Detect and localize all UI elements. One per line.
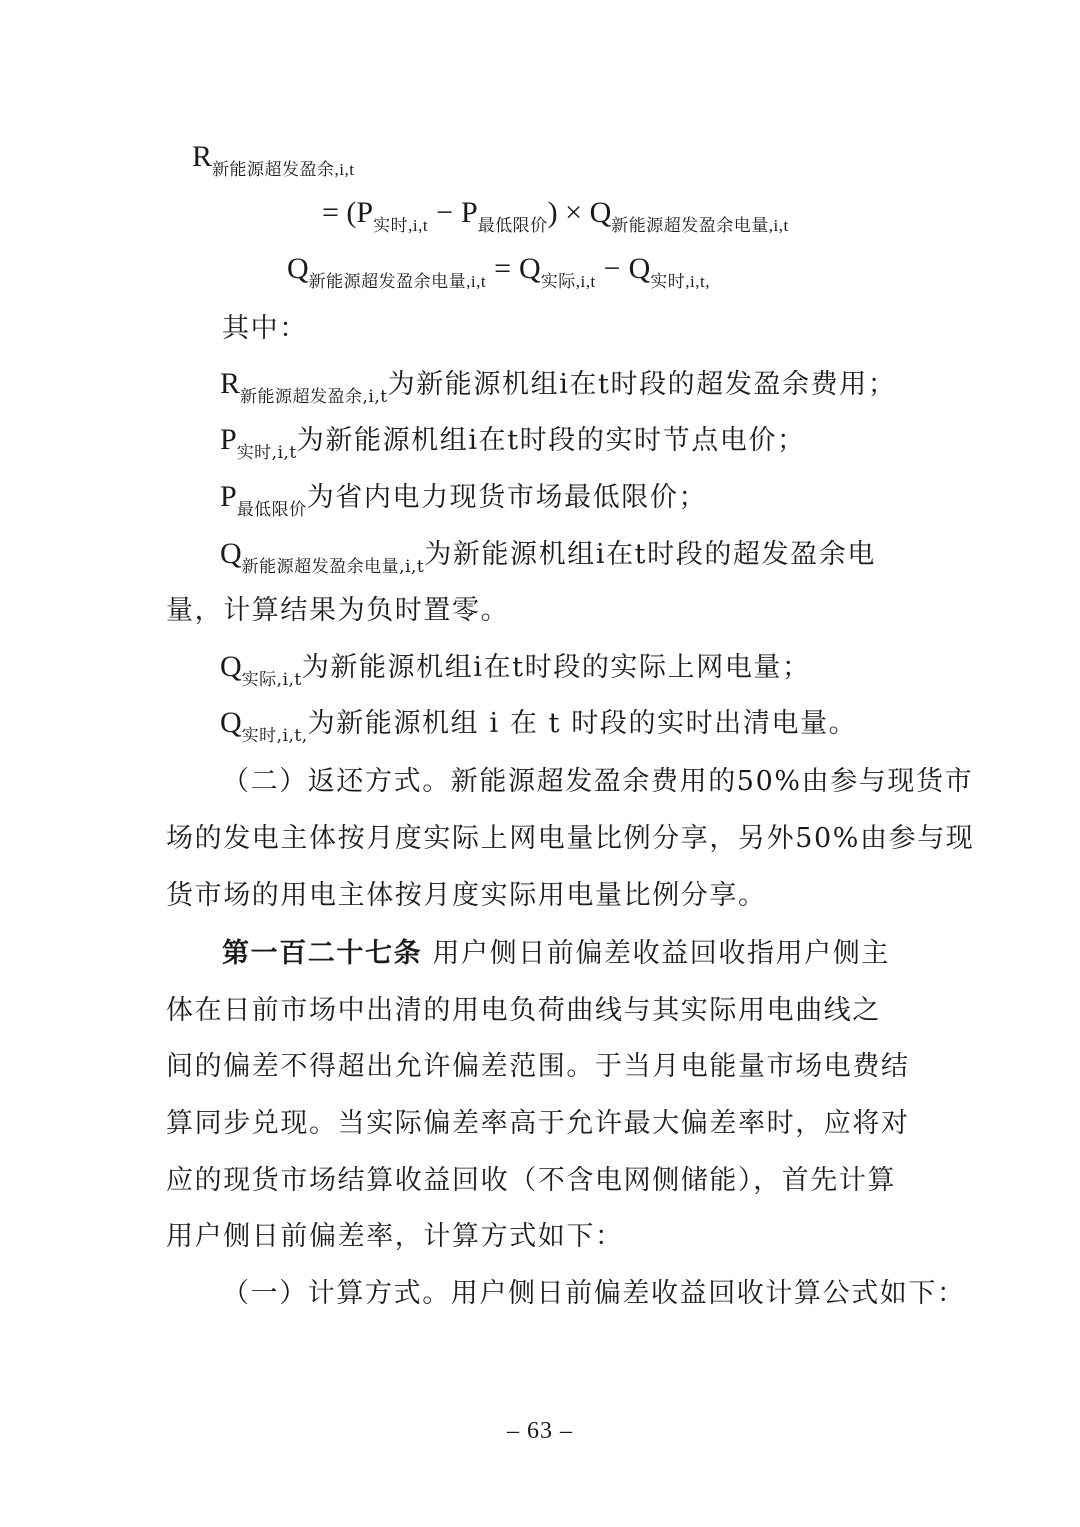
def-sub-q-rt: 实时,i,t, <box>241 726 308 746</box>
def-q-surplus-cont: 量，计算结果为负时置零。 <box>166 595 510 626</box>
var-p: P <box>356 196 374 229</box>
article-line-3: 间的偏差不得超出允许偏差范围。于当月电能量市场电费结 <box>166 1051 910 1082</box>
formula-r-term <box>192 140 355 179</box>
def-q-actual-text: 为新能源机组i在t时段的实际上网电量； <box>301 652 811 683</box>
article-line-6: 用户侧日前偏差率，计算方式如下： <box>166 1221 624 1252</box>
def-q-rt-text: 为新能源机组 i 在 t 时段的实时出清电量。 <box>307 708 858 739</box>
page-number: – 63 – <box>507 1418 573 1444</box>
def-sub-q-actual: 实际,i,t <box>241 670 302 690</box>
def-p-min <box>220 480 708 520</box>
close-times: ) × <box>547 196 583 229</box>
def-sub-p-min: 最低限价 <box>236 500 307 520</box>
def-q-surplus-text: 为新能源机组i在t时段的超发盈余电 <box>424 539 876 570</box>
minus-sign: − <box>436 196 453 229</box>
return-method-line-1: （二）返还方式。新能源超发盈余费用的50%由参与现货市 <box>222 766 974 797</box>
def-var-p: P <box>220 423 237 456</box>
def-sub-p-rt: 实时,i,t <box>236 443 297 463</box>
return-method-line-2: 场的发电主体按月度实际上网电量比例分享，另外50%由参与现 <box>166 823 975 854</box>
def-r <box>220 367 897 407</box>
def-q-surplus <box>220 537 876 577</box>
article-line-1 <box>222 937 890 971</box>
defs-heading: 其中： <box>222 313 308 344</box>
var-q-b: Q <box>519 252 541 285</box>
article-line-7: （一）计算方式。用户侧日前偏差收益回收计算公式如下： <box>222 1278 966 1309</box>
sub-p-realtime: 实时,i,t <box>373 216 429 235</box>
def-r-text: 为新能源机组i在t时段的超发盈余费用； <box>387 369 897 400</box>
var-q-c: Q <box>628 252 651 285</box>
var-q-a: Q <box>287 252 309 285</box>
def-sub-r: 新能源超发盈余,i,t <box>240 387 388 407</box>
def-q-actual <box>220 650 811 690</box>
def-var-p-min: P <box>220 480 237 513</box>
formula-line-2 <box>322 196 789 235</box>
return-method-line-3: 货市场的用电主体按月度实际用电量比例分享。 <box>166 880 767 911</box>
sub-q-surplus-a: 新能源超发盈余电量,i,t <box>308 272 487 291</box>
article-title: 第一百二十七条 <box>222 938 423 969</box>
sub-q-surplus: 新能源超发盈余电量,i,t <box>611 216 789 235</box>
article-line-4: 算同步兑现。当实际偏差率高于允许最大偏差率时，应将对 <box>166 1108 910 1139</box>
var-q: Q <box>589 196 612 229</box>
def-var-q-rt: Q <box>220 706 242 739</box>
article-line-1-text: 用户侧日前偏差收益回收指用户侧主 <box>422 938 890 969</box>
sub-q-actual: 实际,i,t <box>540 272 596 291</box>
article-line-5: 应的现货市场结算收益回收（不含电网侧储能），首先计算 <box>166 1165 897 1196</box>
var-p-2: P <box>460 196 478 229</box>
def-var-q-actual: Q <box>220 650 242 683</box>
def-sub-q-surplus: 新能源超发盈余电量,i,t <box>241 557 425 577</box>
def-q-realtime <box>220 706 858 746</box>
formula-line-3 <box>287 252 710 291</box>
def-p-realtime <box>220 423 806 463</box>
sub-r-surplus: 新能源超发盈余,i,t <box>212 160 355 179</box>
var-r: R <box>192 140 213 173</box>
eq-open: = ( <box>322 196 357 229</box>
sub-p-min: 最低限价 <box>477 216 548 235</box>
sub-q-realtime: 实时,i,t, <box>650 272 710 291</box>
def-var-r: R <box>220 367 241 400</box>
equals-sign: = <box>494 252 512 285</box>
def-p-rt-text: 为新能源机组i在t时段的实时节点电价； <box>296 425 806 456</box>
article-line-2: 体在日前市场中出清的用电负荷曲线与其实际用电曲线之 <box>166 995 881 1026</box>
def-p-min-text: 为省内电力现货市场最低限价； <box>306 482 708 513</box>
minus-sign-2: − <box>603 252 621 285</box>
def-var-q-surplus: Q <box>220 537 242 570</box>
